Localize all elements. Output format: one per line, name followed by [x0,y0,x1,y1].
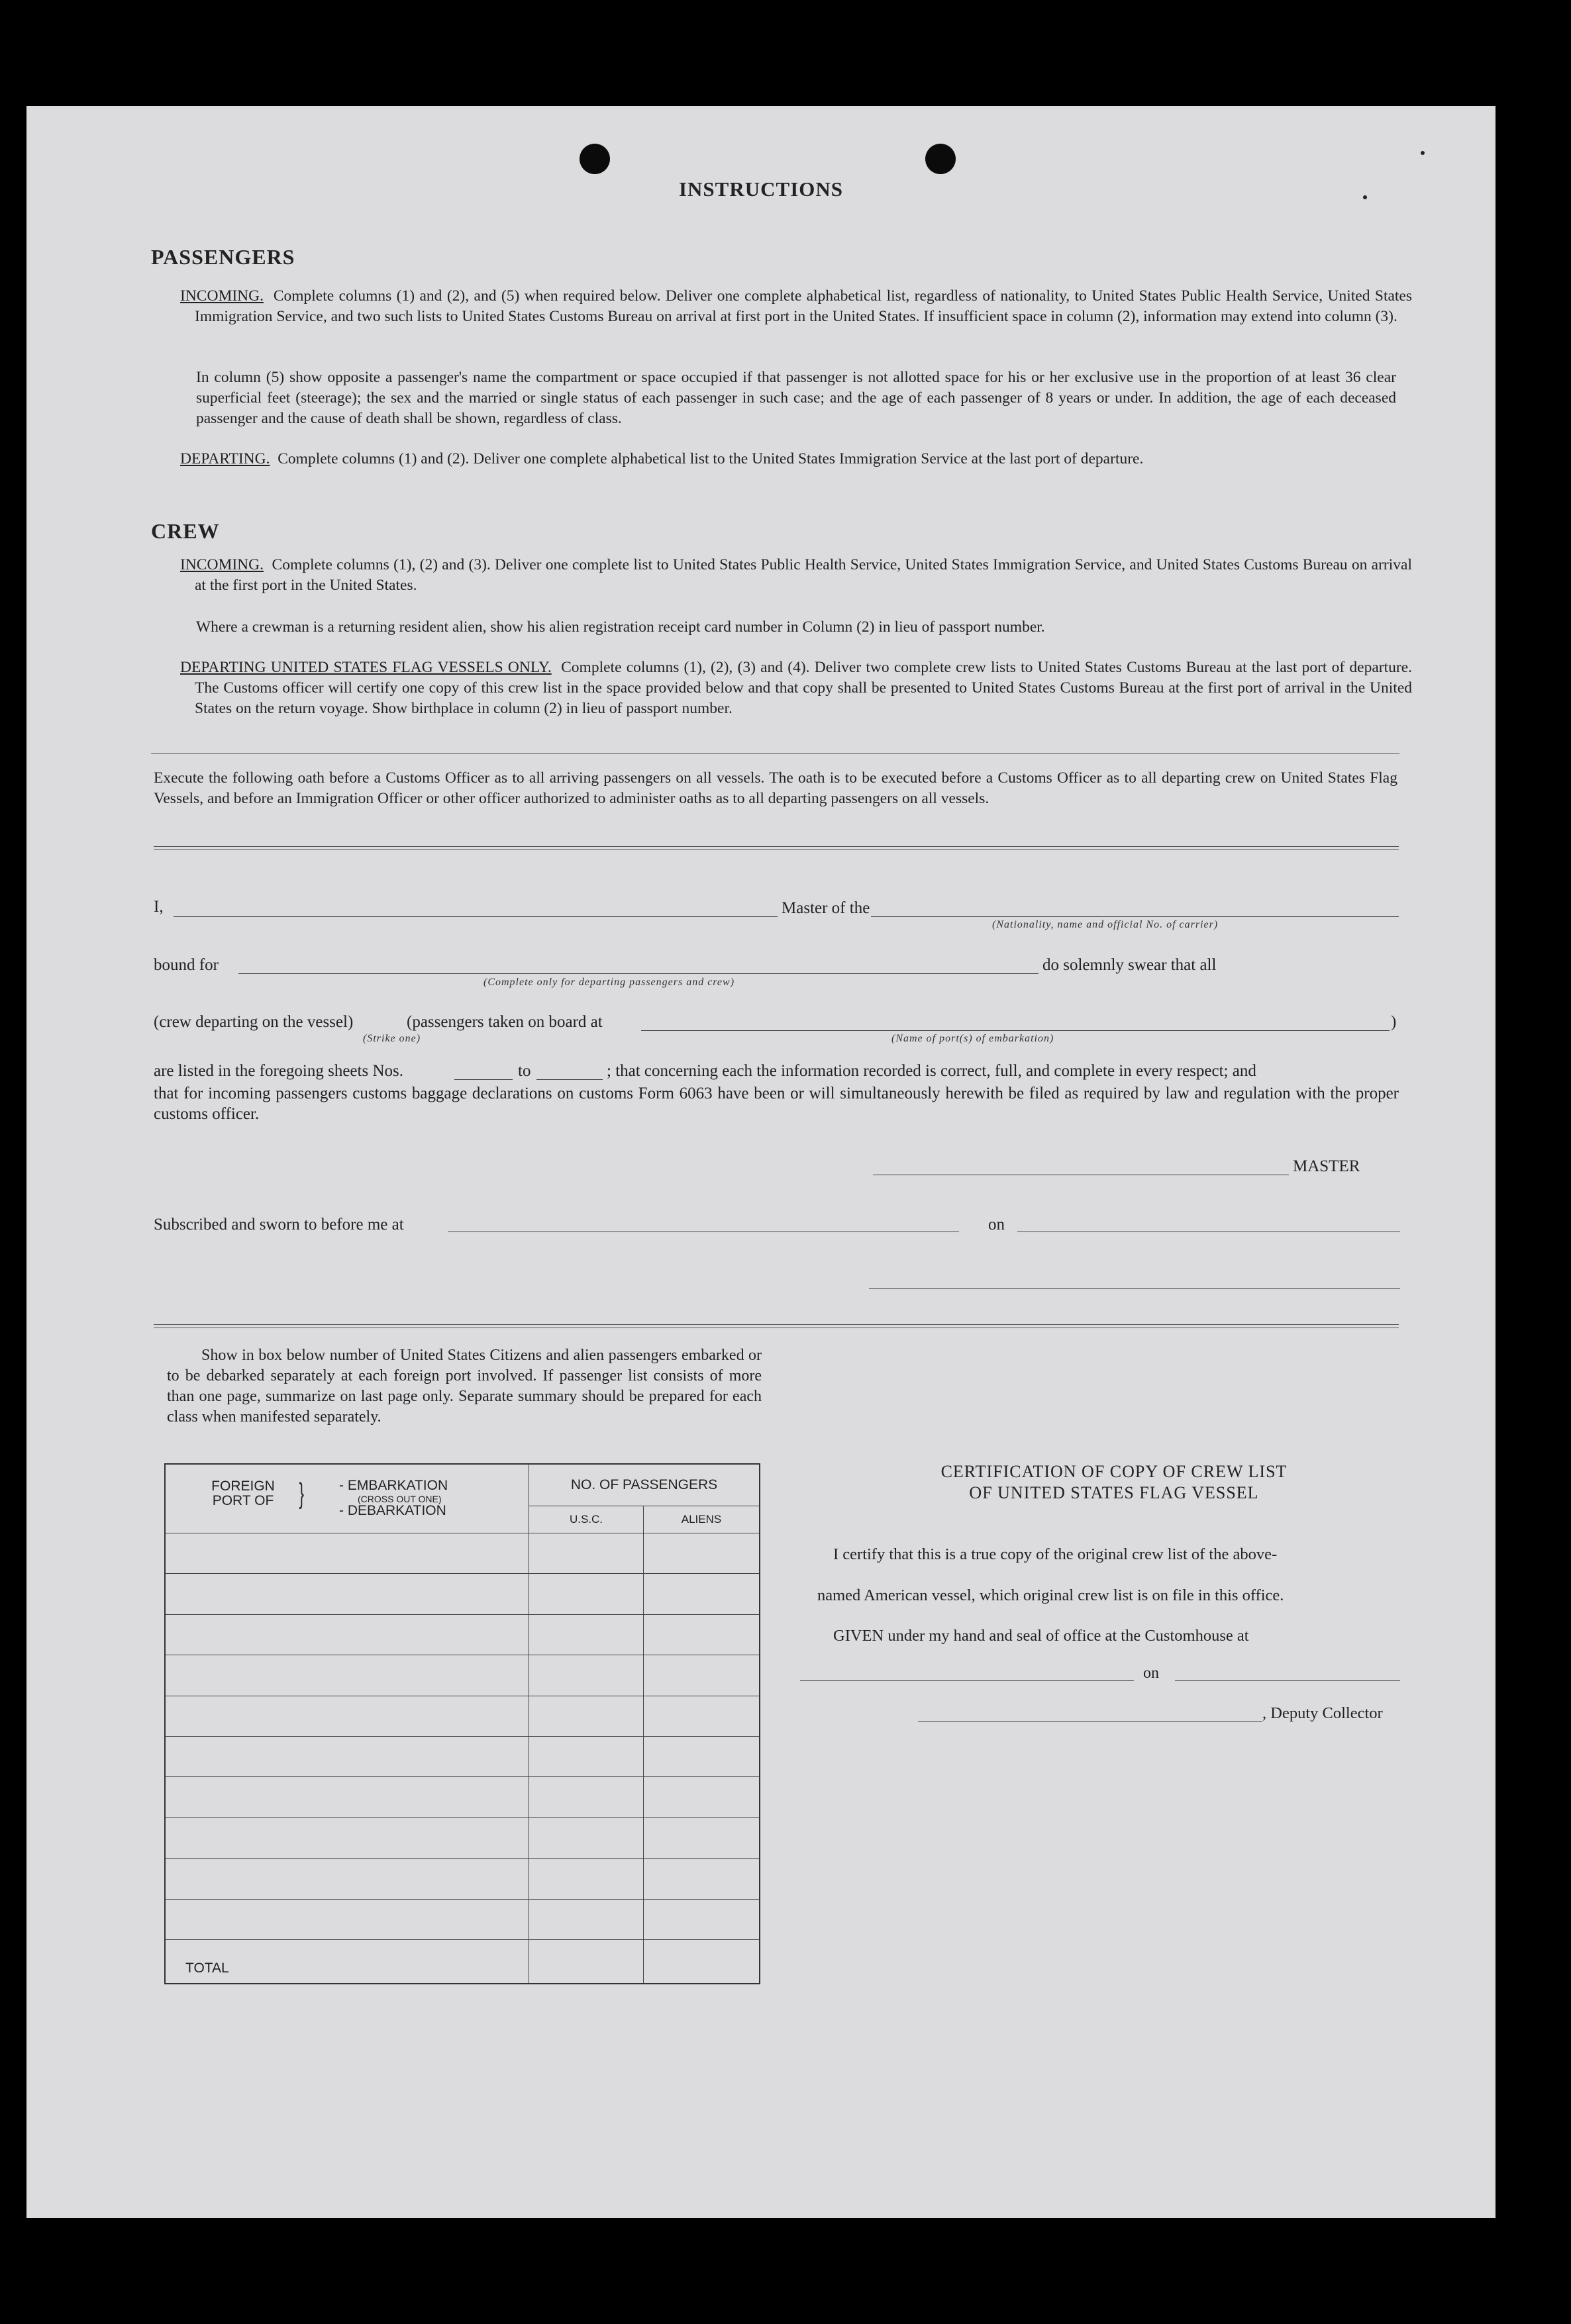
oath-port-caption: (Name of port(s) of embarkation) [891,1033,1054,1044]
table-row [165,1614,760,1655]
aliens-cell[interactable] [644,1817,760,1858]
aliens-cell[interactable] [644,1696,760,1736]
passengers-departing-text: Complete columns (1) and (2). Deliver one complete alphabetical list to the United States Immigration Service at the last port of departure. [278,450,1144,467]
oath-carrier-field[interactable] [871,916,1399,917]
usc-cell[interactable] [529,1696,644,1736]
aliens-header: ALIENS [644,1506,760,1533]
passengers-incoming-paragraph [180,286,1412,327]
table-row [165,1655,760,1696]
brace: } [299,1477,305,1510]
crew-incoming-paragraph [180,555,1412,596]
port-cell[interactable] [165,1614,529,1655]
oath-i-label: I, [154,898,164,916]
certification-date-field[interactable] [1175,1680,1400,1681]
passengers-heading: PASSENGERS [151,245,295,269]
usc-cell[interactable] [529,1817,644,1858]
aliens-cell[interactable] [644,1899,760,1939]
certification-title-line2: OF UNITED STATES FLAG VESSEL [969,1483,1259,1502]
oath-swear-label: do solemnly swear that all [1042,956,1217,974]
aliens-cell[interactable] [644,1614,760,1655]
cross-out-note: (CROSS OUT ONE) [358,1494,442,1504]
usc-header: U.S.C. [529,1506,644,1533]
oath-sheet-to-field[interactable] [536,1079,603,1080]
crew-departing-text: Complete columns (1), (2), (3) and (4). Deliver two complete crew lists to United States Customs Bureau at the last port of departure. The Customs officer will certify one copy of this crew list in the space provided below and that copy shall be presented to United States Customs Bureau at the first port of arrival in the United States on the return voyage. Show birthplace in column (2) in lieu of passport number. [195,659,1412,717]
aliens-cell[interactable] [644,1777,760,1817]
table-row [165,1696,760,1736]
passengers-departing-paragraph [180,449,1412,469]
crew-incoming-text: Complete columns (1), (2) and (3). Deliver one complete list to United States Public Health Service, United States Immigration Service, and United States Customs Bureau on arrival at the first port in the United States. [195,556,1413,594]
no-of-passengers-header: NO. OF PASSENGERS [529,1464,760,1506]
oath-bound-for-label: bound for [154,956,219,974]
double-rule [154,846,1399,850]
passengers-incoming-text: Complete columns (1) and (2), and (5) when required below. Deliver one complete alphabetical list, regardless of nationality, to United States Public Health Service, United States Immigration Service, and two such lists to United States Customs Bureau on arrival at first port in the United States. If insufficient space in column (2), information may extend into column (3). [195,287,1413,325]
total-label-cell [165,1939,529,1984]
table-row [165,1574,760,1614]
oath-bound-for-field[interactable] [238,973,1039,974]
certify-line2: named American vessel, which original crew list is on file in this office. [817,1586,1284,1604]
usc-cell[interactable] [529,1655,644,1696]
port-cell[interactable] [165,1899,529,1939]
port-cell[interactable] [165,1736,529,1776]
total-usc-cell[interactable] [529,1939,644,1984]
certification-title-line1: CERTIFICATION OF COPY OF CREW LIST [940,1462,1288,1481]
officer-signature-field[interactable] [869,1288,1400,1289]
customhouse-field[interactable] [800,1680,1134,1681]
port-cell[interactable] [165,1817,529,1858]
double-rule [154,1324,1399,1328]
given-line: GIVEN under my hand and seal of office at the Customhouse at [833,1627,1249,1645]
port-cell[interactable] [165,1533,529,1573]
passengers-incoming-label: INCOMING. [180,287,264,305]
oath-listed-to: to [518,1062,531,1080]
subscribed-label: Subscribed and sworn to before me at [154,1216,404,1234]
crew-heading: CREW [151,519,220,543]
summary-instructions: Show in box below number of United States Citizens and alien passengers embarked or to be debarked separately at each foreign port involved. If passenger list consists of more than one page, summarize on last page only. Separate summary should be prepared for each class when manifested separately. [167,1347,762,1426]
oath-listed-c: that for incoming passengers customs baggage declarations on customs Form 6063 have been or will simultaneously herewith be filed as required by law and regulation with the proper customs officer. [154,1085,1399,1123]
oath-listed-a: are listed in the foregoing sheets Nos. [154,1062,403,1080]
crew-departing-label: DEPARTING UNITED STATES FLAG VESSELS ONLY. [180,659,552,676]
passengers-departing-label: DEPARTING. [180,450,270,467]
port-cell[interactable] [165,1777,529,1817]
table-row [165,1899,760,1939]
table-row [165,1859,760,1899]
master-label: MASTER [1293,1157,1360,1175]
crew-resident-paragraph: Where a crewman is a returning resident alien, show his alien registration receipt card number in Column (2) in lieu of passport number. [196,618,1045,636]
instructions-title: INSTRUCTIONS [678,177,843,201]
table-row [165,1533,760,1573]
table-row [165,1777,760,1817]
punch-hole-left [580,144,610,174]
passengers-column5-paragraph: In column (5) show opposite a passenger's name the compartment or space occupied if that passenger is not allotted space for his or her exclusive use in the proportion of at least 36 clear superficial feet (steerage); the sex and the married or single status of each passenger in such case; and the age of each passenger of 8 years or under. In addition, the age of each deceased passenger and the cause of death shall be shown, regardless of class. [196,369,1396,427]
debarkation-option[interactable]: - DEBARKATION [339,1503,446,1518]
usc-cell[interactable] [529,1533,644,1573]
usc-cell[interactable] [529,1574,644,1614]
foreign-port-of-header: FOREIGN PORT OF [211,1478,275,1508]
port-cell[interactable] [165,1655,529,1696]
subscribed-on-label: on [988,1216,1005,1234]
crew-incoming-label: INCOMING. [180,556,264,573]
oath-listed-b: ; that concerning each the information recorded is correct, full, and complete in every respect; and [607,1062,1256,1080]
usc-cell[interactable] [529,1899,644,1939]
punch-hole-right [925,144,956,174]
usc-cell[interactable] [529,1777,644,1817]
deputy-signature-field[interactable] [918,1721,1262,1722]
oath-port-field[interactable] [641,1030,1390,1031]
certify-line1: I certify that this is a true copy of the original crew list of the above- [833,1545,1278,1563]
usc-cell[interactable] [529,1736,644,1776]
crew-departing-paragraph [180,657,1412,719]
passenger-summary-table [164,1463,760,1984]
oath-crew-departing-option[interactable]: (crew departing on the vessel) [154,1013,354,1031]
port-header-cell [165,1464,529,1533]
usc-cell[interactable] [529,1614,644,1655]
aliens-cell[interactable] [644,1736,760,1776]
oath-master-of-label: Master of the [782,899,870,917]
port-cell[interactable] [165,1574,529,1614]
speck [1421,151,1425,155]
deputy-collector-label: , Deputy Collector [1262,1704,1383,1722]
total-row [165,1939,760,1984]
certification-on-label: on [1143,1665,1159,1682]
oath-intro-paragraph: Execute the following oath before a Customs Officer as to all arriving passengers on all vessels. The oath is to be executed before a Customs Officer as to all departing crew on United States Flag Vessels, and before an Immigration Officer or other officer authorized to administer oaths as to all departing passengers on all vessels. [154,769,1397,807]
oath-passengers-taken-option[interactable]: (passengers taken on board at [407,1013,603,1031]
aliens-cell[interactable] [644,1655,760,1696]
aliens-cell[interactable] [644,1859,760,1899]
oath-name-field[interactable] [174,916,778,917]
port-cell[interactable] [165,1696,529,1736]
total-label: TOTAL [185,1961,229,1976]
divider [151,753,1399,754]
port-cell[interactable] [165,1859,529,1899]
oath-sheet-from-field[interactable] [454,1079,513,1080]
total-aliens-cell[interactable] [644,1939,760,1984]
oath-strike-caption: (Strike one) [363,1033,421,1044]
embarkation-option[interactable]: - EMBARKATION [339,1478,448,1493]
oath-close-paren: ) [1391,1013,1397,1031]
oath-departing-caption: (Complete only for departing passengers and crew) [483,977,735,988]
aliens-cell[interactable] [644,1574,760,1614]
aliens-cell[interactable] [644,1533,760,1573]
oath-carrier-caption: (Nationality, name and official No. of carrier) [992,919,1219,930]
form-sheet [26,106,1495,2218]
usc-cell[interactable] [529,1859,644,1899]
table-row [165,1817,760,1858]
table-row [165,1736,760,1776]
